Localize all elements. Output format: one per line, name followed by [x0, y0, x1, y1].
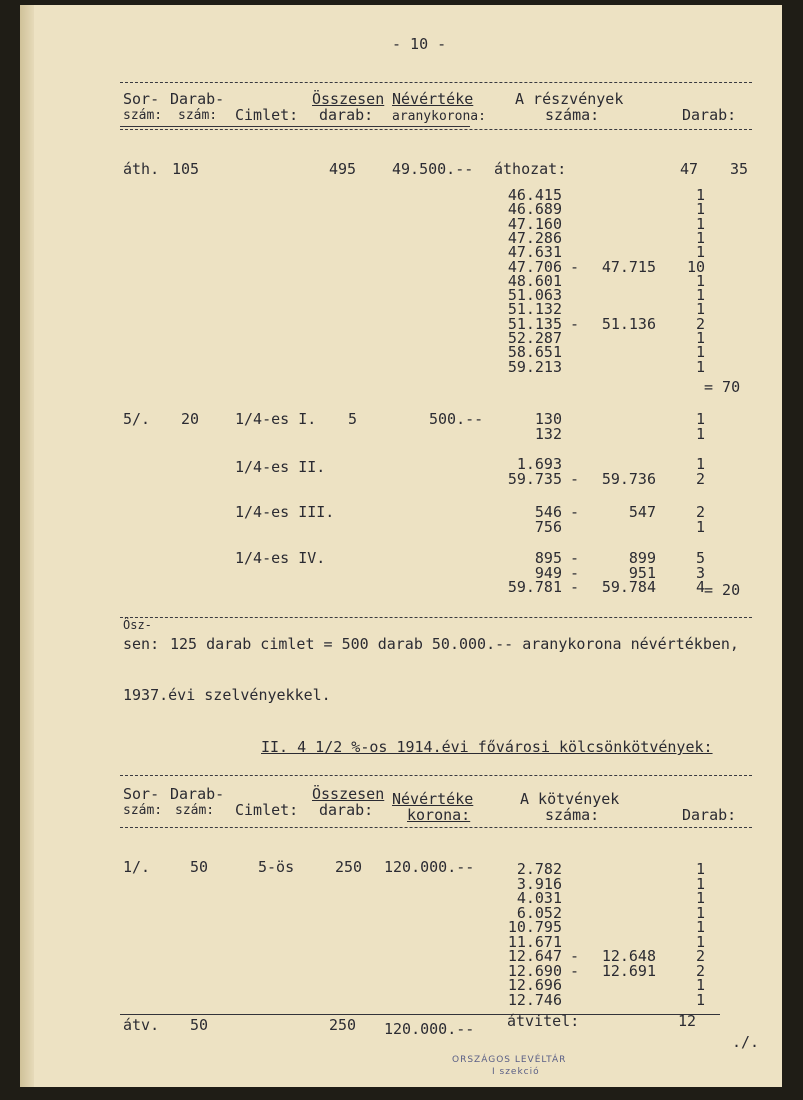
row-ath-count-2: 35 [730, 160, 749, 178]
number-item: 46.689 [507, 200, 562, 219]
row5-nevertek: 500.-- [429, 410, 484, 428]
number-item: 12.690 [507, 961, 562, 980]
range-dash: - [570, 563, 580, 582]
number-item: 12.647 [507, 947, 562, 965]
range-dash: - [570, 257, 580, 276]
count-item: 1 [695, 271, 705, 290]
t2-col-cimlet-header: Cimlet: [235, 801, 299, 819]
col-darab-count-header: Darab: [682, 106, 737, 124]
number-item: 10.795 [507, 918, 562, 936]
count-item: 1 [695, 243, 705, 262]
summary-text: 125 darab cimlet = 500 darab 50.000.-- aranykorona névértékben, [170, 635, 739, 653]
t2-row-atv-sor: átv. [123, 1016, 160, 1034]
count-item: 1 [695, 286, 705, 305]
range-dash: - [570, 549, 580, 567]
number-item: 1.693 [516, 455, 562, 473]
t2-col-nevertek-header: Névértéke [392, 790, 474, 808]
range-end: 47.715 [601, 257, 656, 276]
number-item: 47.286 [507, 228, 562, 247]
t2-col-darab-header: Darab- [170, 785, 225, 803]
header-rule-bottom [120, 129, 752, 130]
range-end: 59.736 [601, 469, 656, 488]
row-ath-nevertek: 49.500.-- [392, 160, 474, 178]
range-end: 12.648 [601, 947, 656, 965]
t2-col-osszesen-header: Összesen [312, 785, 385, 803]
count-item: 1 [695, 517, 705, 536]
t2-row-atv-count: 12 [678, 1012, 697, 1030]
t2-col-kotvenyek-header-2: száma: [545, 806, 600, 824]
t2-row1-darab: 50 [190, 858, 209, 876]
col-osszesen-header: Összesen [312, 90, 385, 108]
group-i-cimlet: 1/4-es I. [235, 410, 317, 428]
count-item: 1 [695, 329, 705, 347]
t2-col-osszesen-header-2: darab: [319, 801, 374, 819]
table2-rule-bottom [120, 827, 752, 828]
t2-col-sor-header-2: szám: [123, 803, 163, 818]
number-item: 51.063 [507, 286, 562, 305]
number-item: 895 [534, 549, 562, 567]
row5-sor: 5/. [123, 410, 151, 428]
count-item: 1 [695, 410, 705, 428]
number-item: 12.746 [507, 990, 562, 1009]
transfer-rule [120, 1014, 720, 1015]
range-end: 51.136 [601, 314, 656, 333]
number-item: 59.213 [507, 357, 562, 376]
number-item: 4.031 [516, 889, 562, 907]
count-item: 1 [695, 300, 705, 319]
summary-rule [120, 617, 752, 618]
t2-row-atv-nevertek: 120.000.-- [384, 1020, 475, 1038]
count-item: 1 [695, 228, 705, 247]
number-item: 52.287 [507, 329, 562, 347]
t2-row1-cimlet: 5-ös [258, 858, 295, 876]
number-item: 46.415 [507, 186, 562, 204]
number-item: 12.696 [507, 976, 562, 994]
count-item: 2 [695, 314, 705, 333]
col-nevertek-header: Névértéke [392, 90, 474, 108]
count-item: 1 [695, 186, 705, 204]
number-item: 546 [534, 503, 562, 521]
count-item: 1 [695, 424, 705, 443]
t2-row-atv-label: átvitel: [507, 1012, 580, 1030]
row-ath-sor: áth. [123, 160, 160, 178]
document-page [20, 5, 782, 1087]
row-ath-count: 47 [680, 160, 699, 178]
range-dash: - [570, 469, 580, 488]
number-item: 2.782 [516, 860, 562, 878]
col-nevertek-header-2: aranykorona: [392, 109, 486, 124]
count-item: 1 [695, 343, 705, 362]
number-item: 6.052 [516, 903, 562, 922]
number-item: 47.631 [507, 243, 562, 262]
t2-row-atv-osszesen: 250 [329, 1016, 357, 1034]
count-item: 2 [695, 503, 705, 521]
col-osszesen-header-2: darab: [319, 106, 374, 124]
number-item: 47.160 [507, 214, 562, 233]
group-iv-total: = 20 [704, 581, 741, 599]
summary-label-2: sen: [123, 635, 160, 653]
count-item: 1 [695, 918, 705, 936]
count-item: 1 [695, 990, 705, 1009]
col-reszvenyek-header: A részvények [515, 90, 624, 108]
t2-row-atv-darab: 50 [190, 1016, 209, 1034]
summary-label: Ösz- [123, 618, 152, 632]
archive-stamp: ORSZÁGOS LEVÉLTÁR [452, 1055, 567, 1065]
range-end: 59.784 [601, 578, 656, 596]
group-iii-cimlet: 1/4-es III. [235, 503, 335, 521]
number-item: 949 [534, 563, 562, 582]
range-end: 547 [628, 503, 656, 521]
count-item: 1 [695, 357, 705, 376]
group-ii-cimlet: 1/4-es II. [235, 458, 326, 476]
header-rule-solid [120, 126, 470, 127]
range-end: 12.691 [601, 961, 656, 980]
count-item: 2 [695, 961, 705, 980]
count-item: 5 [695, 549, 705, 567]
col-sor-header: Sor- [123, 90, 160, 108]
count-item: 1 [695, 903, 705, 922]
section-title: II. 4 1/2 %-os 1914.évi fővárosi kölcsönkötvények: [261, 738, 713, 756]
count-item: 1 [695, 932, 705, 951]
col-darab-header: Darab- [170, 90, 225, 108]
count-item: 2 [695, 469, 705, 488]
group-iv-cimlet: 1/4-es IV. [235, 549, 326, 567]
t2-col-kotvenyek-header: A kötvények [520, 790, 620, 808]
count-item: 1 [695, 874, 705, 893]
count-item: 10 [686, 257, 705, 276]
page-number: - 10 - [392, 35, 447, 53]
t2-row1-osszesen: 250 [335, 858, 363, 876]
row-ath-label: áthozat: [494, 160, 567, 178]
range-dash: - [570, 314, 580, 333]
number-item: 756 [534, 517, 562, 536]
number-item: 48.601 [507, 271, 562, 290]
count-item: 2 [695, 947, 705, 965]
list1-total: = 70 [704, 378, 741, 396]
number-item: 58.651 [507, 343, 562, 362]
col-reszvenyek-header-2: száma: [545, 106, 600, 124]
header-rule-top [120, 82, 752, 83]
table2-rule-top [120, 775, 752, 776]
count-item: 1 [695, 214, 705, 233]
number-item: 51.135 [507, 314, 562, 333]
range-end: 899 [628, 549, 656, 567]
number-item: 130 [534, 410, 562, 428]
t2-col-nevertek-header-2: korona: [407, 806, 471, 824]
number-item: 51.132 [507, 300, 562, 319]
range-dash: - [570, 961, 580, 980]
number-item: 3.916 [516, 874, 562, 893]
continuation-mark: ./. [732, 1033, 760, 1051]
range-end: 951 [628, 563, 656, 582]
col-darab-header-2: szám: [178, 108, 218, 123]
count-item: 4 [695, 578, 705, 596]
count-item: 1 [695, 976, 705, 994]
number-item: 47.706 [507, 257, 562, 276]
col-cimlet-header: Cimlet: [235, 106, 299, 124]
number-item: 59.735 [507, 469, 562, 488]
row-ath-osszesen: 495 [329, 160, 357, 178]
t2-col-sor-header: Sor- [123, 785, 160, 803]
row-ath-darab: 105 [172, 160, 200, 178]
range-dash: - [570, 503, 580, 521]
t2-row1-sor: 1/. [123, 858, 151, 876]
t2-row1-nevertek: 120.000.-- [384, 858, 475, 876]
t2-col-darab-count-header: Darab: [682, 806, 737, 824]
number-item: 132 [534, 424, 562, 443]
range-dash: - [570, 947, 580, 965]
col-sor-header-2: szám: [123, 108, 163, 123]
range-dash: - [570, 578, 580, 596]
summary-text-2: 1937.évi szelvényekkel. [123, 686, 331, 704]
count-item: 3 [695, 563, 705, 582]
page-edge [20, 5, 34, 1087]
count-item: 1 [695, 889, 705, 907]
count-item: 1 [695, 860, 705, 878]
number-item: 11.671 [507, 932, 562, 951]
row5-darab: 20 [181, 410, 200, 428]
row5-osszesen: 5 [348, 410, 358, 428]
count-item: 1 [695, 200, 705, 219]
t2-col-darab-header-2: szám: [175, 803, 215, 818]
count-item: 1 [695, 455, 705, 473]
number-item: 59.781 [507, 578, 562, 596]
archive-stamp-2: I szekció [492, 1067, 540, 1077]
